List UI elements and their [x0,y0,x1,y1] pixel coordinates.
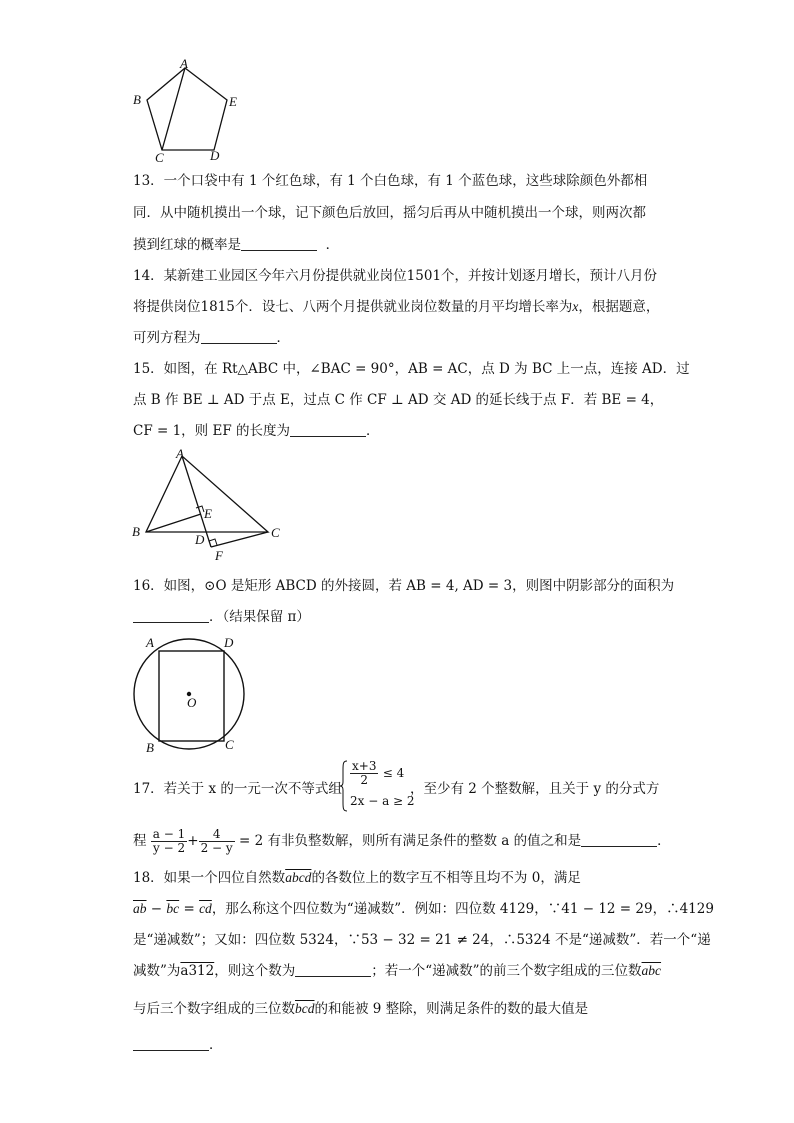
q17-text2: 程 [133,833,147,849]
q14-text3: 可列方程为 [133,330,201,346]
q14-text: 将提供岗位1815个．设七、八两个月提供就业岗位数量的月平均增长率为 [133,299,573,315]
q18-bcd: $\overline{bcd}$ [295,1001,315,1016]
q18-ab: $\overline{ab}$ [133,901,147,916]
q18-text4c: ；若一个“递减数”的前三个数字组成的三位数 [371,963,642,979]
q18-line3: 是“递减数”；又如：四位数 5324，∵53 − 32 = 21 ≠ 24，∴5324 不是“递减数”．若一个“递 [133,932,711,948]
segment-be [146,514,201,532]
q15-line2: 点 B 作 BE ⊥ AD 于点 E，过点 C 作 CF ⊥ AD 交 AD 的延长线于点 F．若 BE = 4， [133,392,664,408]
q18-text5b: 的和能被 9 整除，则满足条件的数的最大值是 [314,1001,589,1017]
q16-answer-blank[interactable] [133,608,209,623]
q17-text2b: = 2 有非负整数解，则所有满足条件的整数 a 的值之和是 [239,833,582,849]
plus-sign: + [187,833,199,849]
q15-text3: CF = 1，则 EF 的长度为 [133,423,290,439]
label-a: A [180,58,188,71]
q14-answer-blank[interactable] [201,329,277,344]
label-c: C [271,525,280,540]
q18-abc: $\overline{abc}$ [641,963,662,978]
label-b: B [132,524,140,539]
label-d: D [210,148,220,163]
segment-ac [162,68,185,150]
label-b: B [146,740,154,755]
q18-text1b: 的各数位上的数字互不相等且均不为 0，满足 [311,870,581,886]
q17-line1-end: ，至少有 2 个整数解，且关于 y 的分式方 [410,781,660,797]
q13-line1: 13．一个口袋中有 1 个红色球，有 1 个白色球，有 1 个蓝色球，这些球除颜色外都相 [133,173,648,189]
q18-line1 [133,868,581,888]
q17-line2 [133,823,671,859]
label-f: F [215,548,223,563]
q18-cd: $\overline{cd}$ [199,901,212,916]
ineq1-rest: ≤ 4 [382,766,405,780]
triangle-figure [128,446,288,566]
pentagon-shape [147,68,227,150]
q18-answer-blank-2[interactable] [133,1036,209,1051]
q14-text-end: ，根据题意， [578,299,660,315]
q18-eq: = [179,901,200,917]
frac2-num: 4 [199,828,235,842]
q15-answer-blank[interactable] [290,422,366,437]
q18-line2 [133,899,714,919]
q13-line3 [133,235,339,255]
q18-text5: 与后三个数字组成的三位数 [133,1001,295,1017]
q18-answer-blank-1[interactable] [295,962,371,977]
q18-a312: a312 [180,963,215,979]
q18-line6 [133,1035,223,1055]
q14-line3 [133,328,290,348]
label-c: C [225,737,234,752]
q16-text2: ．（结果保留 π） [209,609,310,625]
label-a: A [176,446,184,461]
q17-answer-blank[interactable] [581,832,657,847]
frac1-num: a − 1 [152,827,186,841]
pentagon-figure [128,58,248,166]
ineq2: 2x − a ≥ 2 [350,794,415,808]
q14-period: ． [276,330,290,346]
q13-text: 摸到红球的概率是 [133,237,241,253]
q18-text2: ，那么称这个四位数为“递减数”．例如：四位数 4129，∵41 − 12 = 29，∴4129 [211,901,714,917]
frac1-den: y − 2 [152,841,186,855]
q18-line4 [133,961,661,981]
label-d: D [195,532,205,547]
q18-period: ． [209,1037,223,1053]
q17-text1: 17．若关于 x 的一元一次不等式组 [133,781,342,797]
q17-period: ． [657,833,671,849]
q13-line2: 同．从中随机摸出一个球，记下颜色后放回，摇匀后再从中随机摸出一个球，则两次都 [133,205,646,221]
q14-line2 [133,297,659,317]
label-a: A [146,635,154,650]
circle-figure [128,630,258,755]
q18-text1: 18．如果一个四位自然数 [133,870,286,886]
label-c: C [155,150,164,165]
q13-answer-blank[interactable] [241,236,317,251]
label-e: E [229,94,237,109]
ineq1-den: 2 [360,773,369,787]
q16-line1: 16．如图，⊙O 是矩形 ABCD 的外接圆，若 AB = 4, AD = 3，则图中阴影部分的面积为 [133,578,675,594]
q18-bc: $\overline{bc}$ [166,901,180,916]
label-b: B [133,92,141,107]
q18-abcd: abcd [285,870,312,885]
ineq1 [350,760,404,787]
ineq1-num: x+3 [352,759,377,773]
brace-icon [340,760,348,812]
q17-line1 [133,779,342,799]
label-d: D [224,635,234,650]
q17-inequality-system [340,760,415,812]
q13-period: ． [325,237,340,253]
q16-line2 [133,607,310,627]
q18-text4b: ，则这个数为 [214,963,296,979]
q18-text4: 减数”为 [133,963,181,979]
q14-line1: 14．某新建工业园区今年六月份提供就业岗位1501个，并按计划逐月增长，预计八月份 [133,268,658,284]
q15-line1: 15．如图，在 Rt△ABC 中，∠BAC = 90°，AB = AC，点 D 为 BC 上一点，连接 AD．过 [133,361,690,377]
q15-period: ． [365,423,380,439]
q18-line5 [133,999,588,1019]
q15-line3 [133,421,379,441]
q18-minus: − [146,901,167,917]
segment-cf [211,532,268,547]
frac2-den: 2 − y [200,841,233,855]
q14-var-x: x [572,299,579,314]
label-e: E [204,506,212,521]
label-o: O [187,695,197,710]
